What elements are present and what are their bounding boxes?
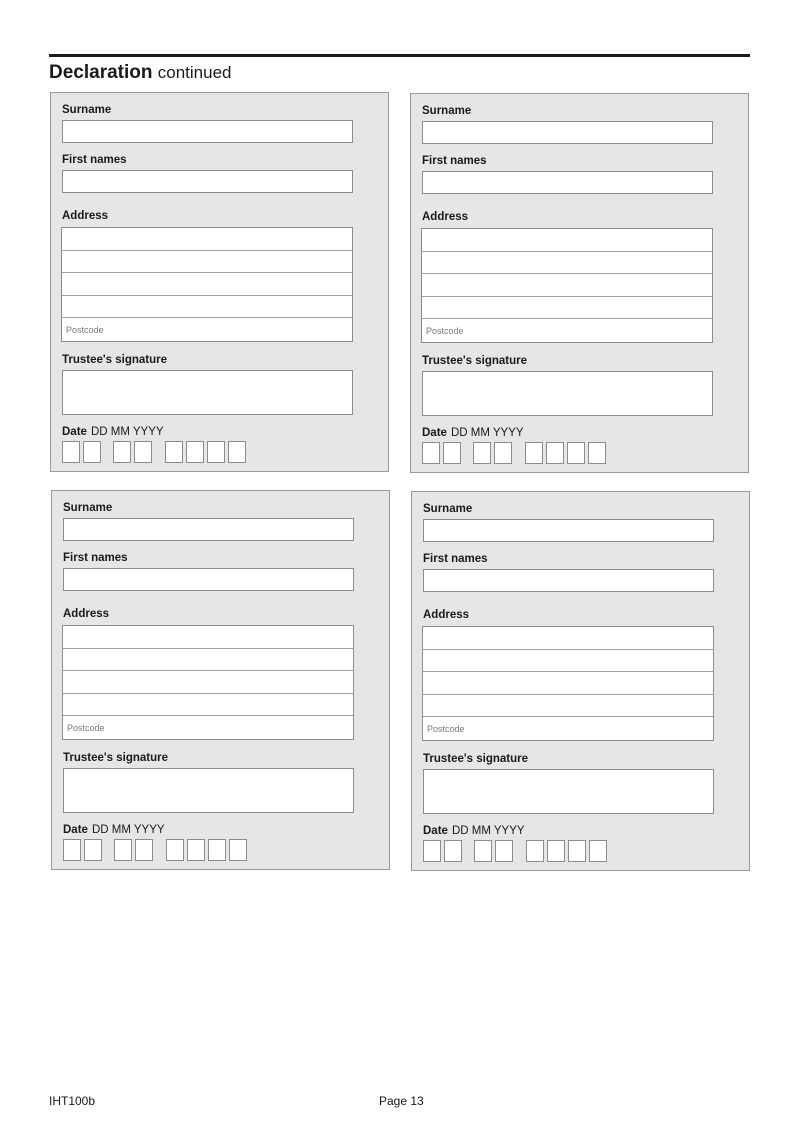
signature-label: Trustee's signature <box>422 355 527 367</box>
signature-field[interactable] <box>62 370 353 415</box>
first-names-field[interactable] <box>62 170 353 193</box>
surname-label: Surname <box>62 104 112 116</box>
date-day-digit-2[interactable] <box>443 442 461 464</box>
address-line-2[interactable] <box>422 252 712 275</box>
form-code: IHT100b <box>49 1094 96 1108</box>
date-format-hint: DD MM YYYY <box>451 825 525 837</box>
postcode-placeholder: Postcode <box>427 724 465 735</box>
date-month-digit-2[interactable] <box>135 839 153 861</box>
date-label <box>63 824 165 836</box>
trustee-panel-2 <box>410 93 749 473</box>
date-year-digit-3[interactable] <box>207 441 225 463</box>
date-year-digit-3[interactable] <box>208 839 226 861</box>
surname-label: Surname <box>63 502 113 514</box>
address-line-1[interactable] <box>63 626 353 649</box>
date-format-hint: DD MM YYYY <box>90 426 164 438</box>
surname-field[interactable] <box>422 121 713 144</box>
first-names-field[interactable] <box>423 569 714 592</box>
surname-label: Surname <box>422 105 472 117</box>
date-year-digit-2[interactable] <box>547 840 565 862</box>
date-year-digit-3[interactable] <box>567 442 585 464</box>
surname-field[interactable] <box>423 519 714 542</box>
date-year-digit-1[interactable] <box>165 441 183 463</box>
date-month-digit-2[interactable] <box>495 840 513 862</box>
postcode-field[interactable] <box>423 717 713 740</box>
date-month-digit-1[interactable] <box>473 442 491 464</box>
date-year-digit-3[interactable] <box>568 840 586 862</box>
address-label: Address <box>63 608 110 620</box>
date-day-digit-2[interactable] <box>444 840 462 862</box>
date-year-digit-1[interactable] <box>526 840 544 862</box>
signature-label: Trustee's signature <box>423 753 528 765</box>
date-month-digit-1[interactable] <box>474 840 492 862</box>
date-label <box>422 427 524 439</box>
date-label-text: Date <box>62 426 87 438</box>
address-line-4[interactable] <box>422 297 712 320</box>
date-year-digit-2[interactable] <box>186 441 204 463</box>
address-line-3[interactable] <box>423 672 713 695</box>
surname-field[interactable] <box>63 518 354 541</box>
date-label <box>423 825 525 837</box>
signature-label: Trustee's signature <box>62 354 167 366</box>
address-line-1[interactable] <box>62 228 352 251</box>
address-block <box>421 228 713 343</box>
date-format-hint: DD MM YYYY <box>91 824 165 836</box>
date-day-digit-1[interactable] <box>422 442 440 464</box>
page-number: Page 13 <box>379 1094 424 1108</box>
address-label: Address <box>62 210 109 222</box>
first-names-field[interactable] <box>422 171 713 194</box>
address-label: Address <box>423 609 470 621</box>
page-title-main: Declaration <box>49 62 153 83</box>
date-year-digit-4[interactable] <box>589 840 607 862</box>
address-line-3[interactable] <box>63 671 353 694</box>
first-names-label: First names <box>422 155 487 167</box>
trustee-panel-4 <box>411 491 750 871</box>
address-line-2[interactable] <box>63 649 353 672</box>
date-year-digit-4[interactable] <box>228 441 246 463</box>
postcode-placeholder: Postcode <box>66 325 104 336</box>
postcode-field[interactable] <box>62 318 352 341</box>
address-label: Address <box>422 211 469 223</box>
address-line-3[interactable] <box>422 274 712 297</box>
surname-field[interactable] <box>62 120 353 143</box>
date-month-digit-1[interactable] <box>114 839 132 861</box>
signature-label: Trustee's signature <box>63 752 168 764</box>
date-year-digit-1[interactable] <box>166 839 184 861</box>
date-label-text: Date <box>63 824 88 836</box>
postcode-field[interactable] <box>422 319 712 342</box>
postcode-placeholder: Postcode <box>426 326 464 337</box>
date-year-digit-4[interactable] <box>229 839 247 861</box>
surname-label: Surname <box>423 503 473 515</box>
date-day-digit-1[interactable] <box>63 839 81 861</box>
date-month-digit-1[interactable] <box>113 441 131 463</box>
address-line-4[interactable] <box>62 296 352 319</box>
date-label-text: Date <box>423 825 448 837</box>
address-line-2[interactable] <box>423 650 713 673</box>
date-label-text: Date <box>422 427 447 439</box>
date-format-hint: DD MM YYYY <box>450 427 524 439</box>
signature-field[interactable] <box>422 371 713 416</box>
address-line-4[interactable] <box>423 695 713 718</box>
date-year-digit-1[interactable] <box>525 442 543 464</box>
signature-field[interactable] <box>423 769 714 814</box>
top-rule <box>49 54 750 57</box>
signature-field[interactable] <box>63 768 354 813</box>
page-title-suffix: continued <box>157 63 232 82</box>
address-line-4[interactable] <box>63 694 353 717</box>
first-names-label: First names <box>62 154 127 166</box>
date-day-digit-1[interactable] <box>62 441 80 463</box>
address-block <box>62 625 354 740</box>
address-line-3[interactable] <box>62 273 352 296</box>
date-label <box>62 426 164 438</box>
first-names-label: First names <box>423 553 488 565</box>
trustee-panel-3 <box>51 490 390 870</box>
date-day-digit-2[interactable] <box>84 839 102 861</box>
date-year-digit-2[interactable] <box>187 839 205 861</box>
address-line-1[interactable] <box>423 627 713 650</box>
first-names-field[interactable] <box>63 568 354 591</box>
date-month-digit-2[interactable] <box>134 441 152 463</box>
first-names-label: First names <box>63 552 128 564</box>
date-day-digit-1[interactable] <box>423 840 441 862</box>
address-block <box>61 227 353 342</box>
trustee-panel-1 <box>50 92 389 472</box>
page-title <box>49 62 232 84</box>
address-line-1[interactable] <box>422 229 712 252</box>
date-year-digit-2[interactable] <box>546 442 564 464</box>
address-block <box>422 626 714 741</box>
postcode-field[interactable] <box>63 716 353 739</box>
address-line-2[interactable] <box>62 251 352 274</box>
postcode-placeholder: Postcode <box>67 723 105 734</box>
date-year-digit-4[interactable] <box>588 442 606 464</box>
date-day-digit-2[interactable] <box>83 441 101 463</box>
date-month-digit-2[interactable] <box>494 442 512 464</box>
